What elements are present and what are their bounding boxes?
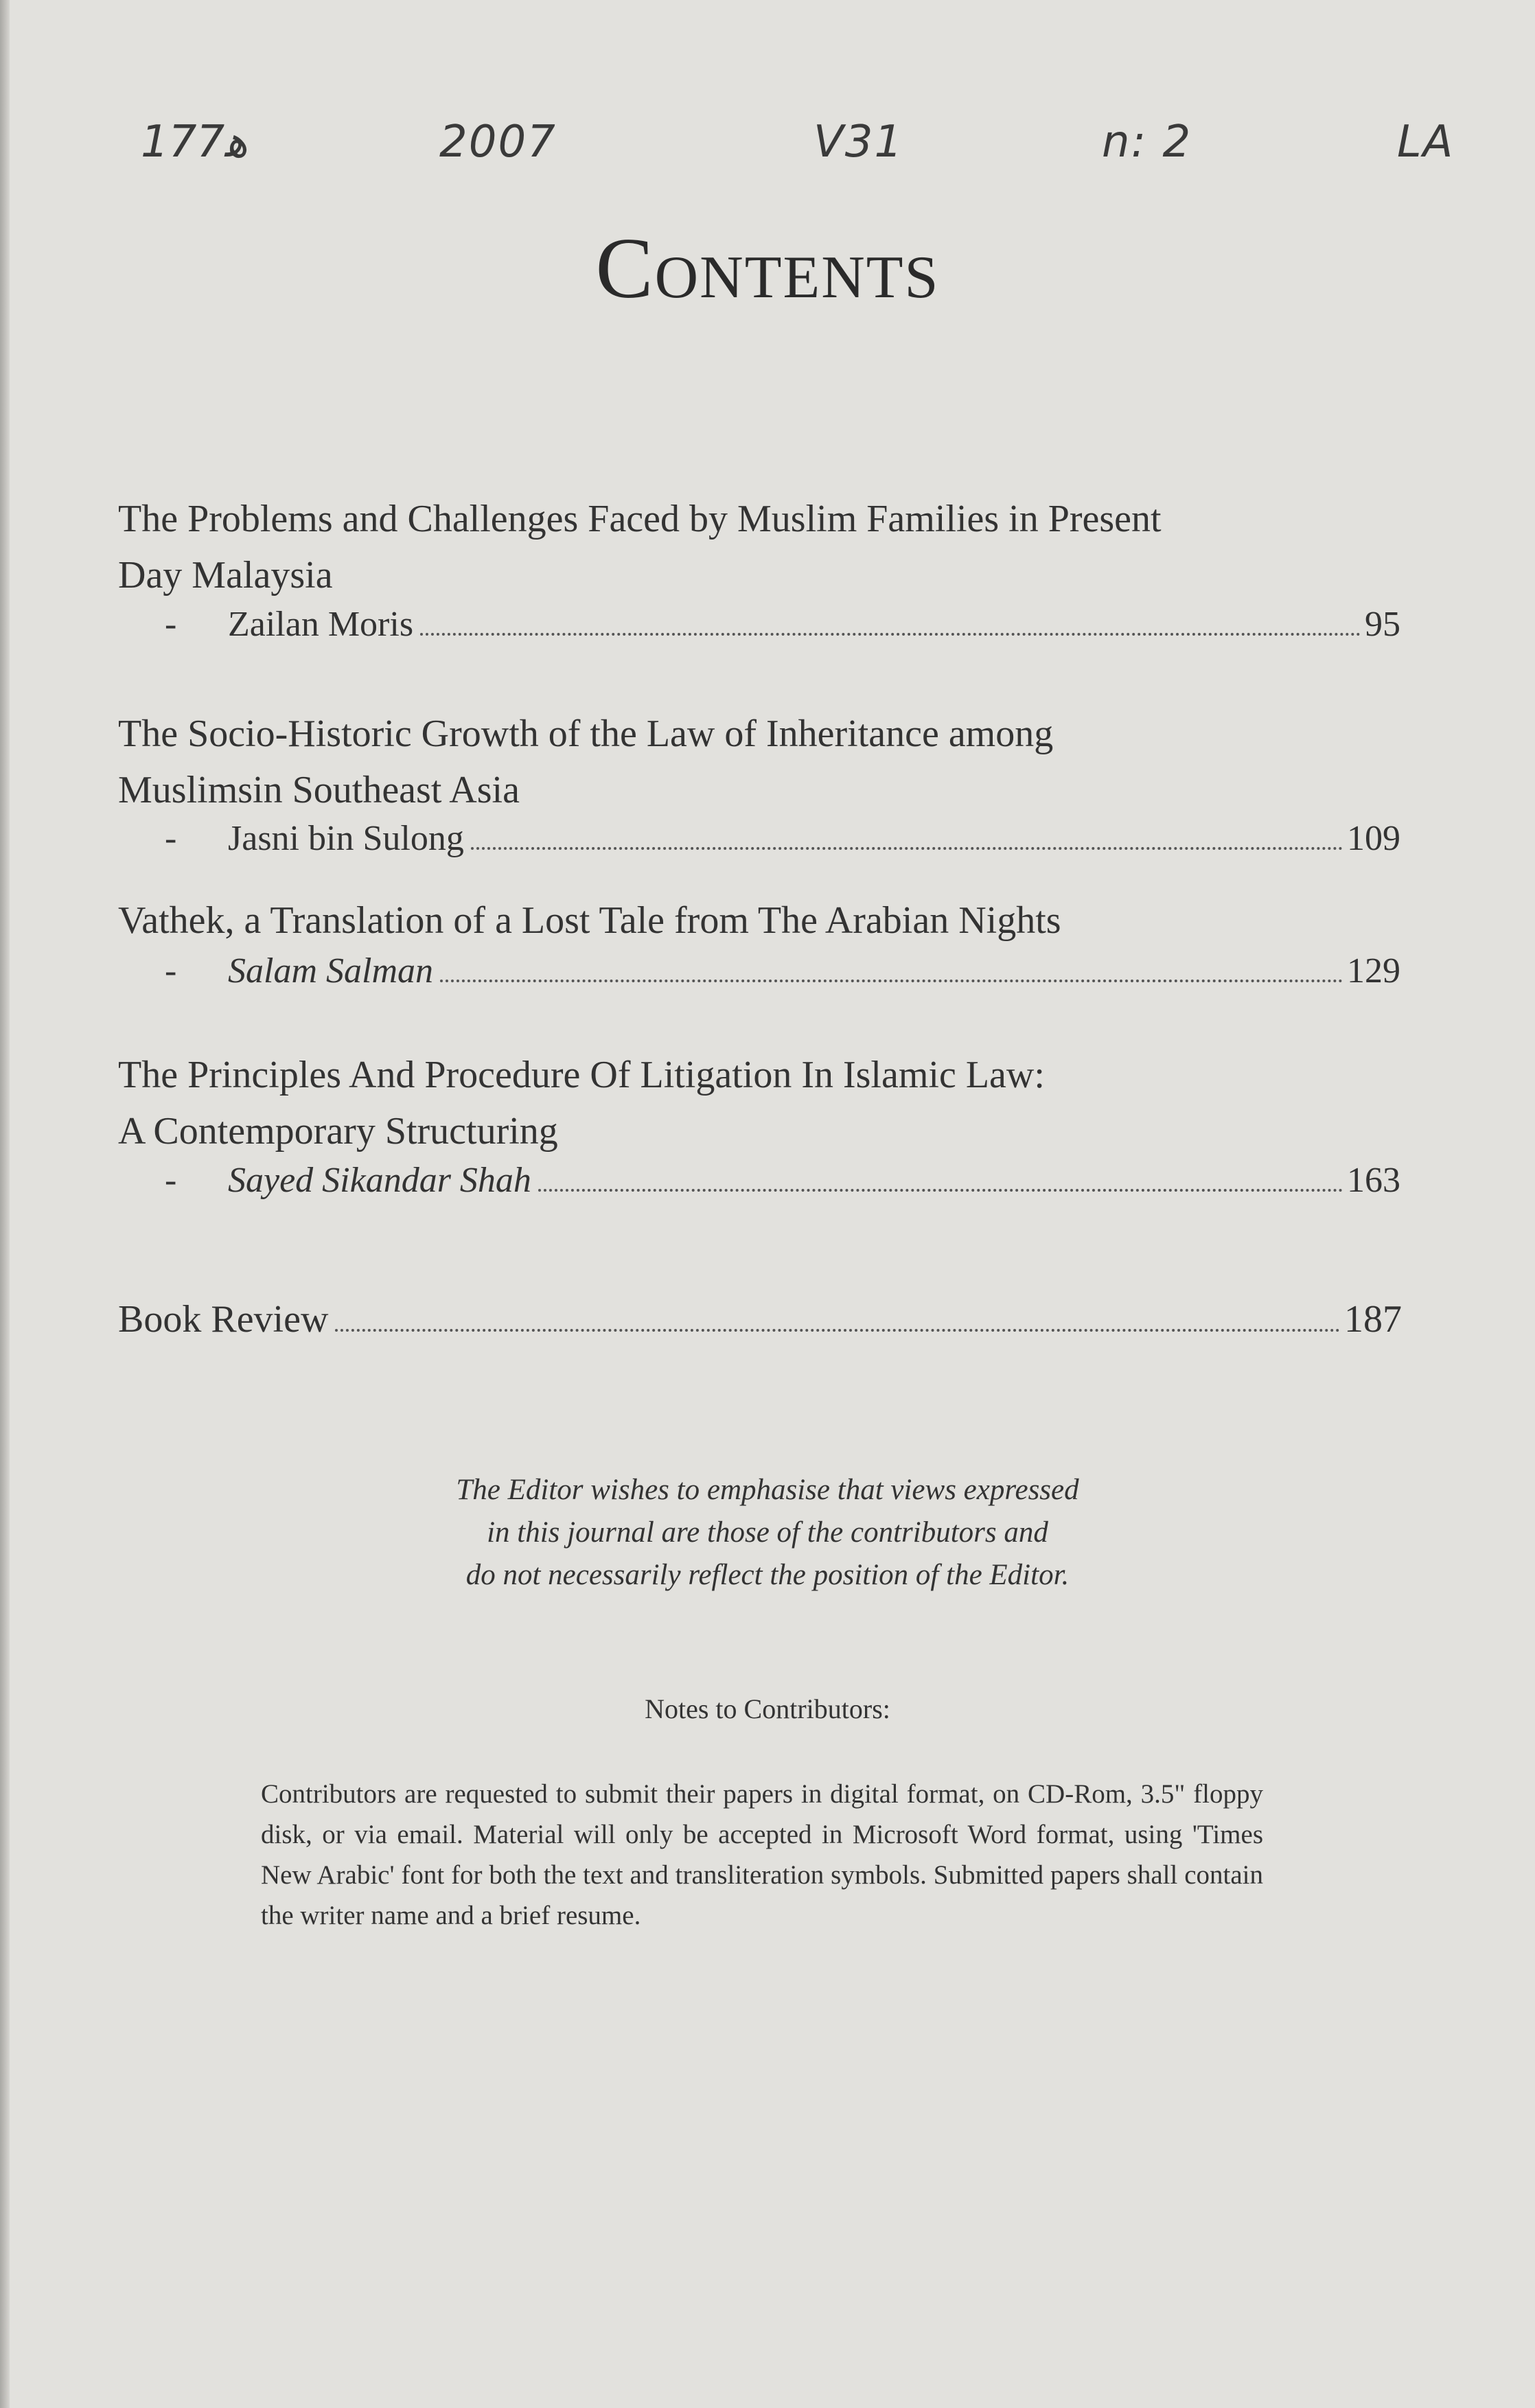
toc-entry-author-line: [165, 604, 1400, 645]
toc-entry-title: [118, 892, 1402, 949]
book-review-entry: [118, 1297, 1402, 1341]
author-dash: -: [165, 1161, 177, 1200]
toc-entry-author-line: [165, 818, 1400, 859]
toc-entry-title: [118, 491, 1402, 603]
book-review-page: 187: [1344, 1298, 1402, 1341]
toc-entry-author: Zailan Moris: [228, 605, 414, 644]
toc-entry-title-line: Muslimsin Southeast Asia: [118, 769, 520, 811]
page-edge-shadow: [0, 0, 10, 2408]
toc-entry-title-line: The Principles And Procedure Of Litigation In Islamic Law:: [118, 1054, 1045, 1096]
author-dash: -: [165, 819, 177, 858]
toc-entry-title-line: Day Malaysia: [118, 554, 333, 597]
dot-leader: [420, 633, 1361, 636]
notes-heading: Notes to Contributors:: [645, 1693, 890, 1724]
handwritten-note-2: 2007: [439, 117, 557, 167]
author-dash: -: [165, 951, 177, 991]
handwritten-note-5: LA: [1397, 117, 1455, 167]
toc-entry-title-line: The Socio-Historic Growth of the Law of Inheritance among: [118, 713, 1054, 755]
toc-entry-title: [118, 1047, 1402, 1159]
toc-entry-author-line: [165, 951, 1400, 992]
toc-entry-author: Sayed Sikandar Shah: [228, 1161, 531, 1200]
disclaimer-line: in this journal are those of the contributors and: [487, 1516, 1048, 1549]
toc-entry-page: 129: [1347, 951, 1400, 991]
dot-leader: [471, 847, 1343, 850]
toc-entry-title-line: A Contemporary Structuring: [118, 1110, 558, 1153]
toc-entry-title-line: Vathek, a Translation of a Lost Tale from The Arabian Nights: [118, 899, 1061, 942]
editor-disclaimer: [0, 1469, 1535, 1597]
toc-entry-author: Salam Salman: [228, 951, 433, 991]
handwritten-note-3: V31: [813, 117, 904, 167]
disclaimer-line: do not necessarily reflect the position of the Editor.: [465, 1559, 1070, 1591]
disclaimer-line: The Editor wishes to emphasise that views expressed: [456, 1474, 1079, 1506]
dot-leader: [538, 1189, 1343, 1192]
author-dash: -: [165, 605, 177, 644]
book-review-label: Book Review: [118, 1298, 329, 1341]
toc-entry-title: [118, 706, 1402, 818]
dot-leader: [440, 980, 1343, 982]
dot-leader: [335, 1329, 1340, 1332]
toc-entry-page: 163: [1347, 1161, 1400, 1200]
toc-entry-page: 109: [1347, 819, 1400, 858]
notes-body: Contributors are requested to submit their papers in digital format, on CD-Rom, 3.5" floppy disk, or via email. Material will only be accepted in Microsoft Word format, using 'Times New Arabic' font for both the text and transliteration symbols. Submitted papers shall contain the writer name and a brief resume.: [261, 1779, 1263, 1930]
handwritten-note-4: n: 2: [1102, 117, 1192, 167]
handwritten-note-1: ﻫ177: [141, 117, 248, 167]
toc-entry-title-line: The Problems and Challenges Faced by Muslim Families in Present: [118, 498, 1162, 540]
toc-entry-author: Jasni bin Sulong: [228, 819, 464, 858]
page-title: Contents: [595, 221, 940, 316]
toc-entry-page: 95: [1365, 605, 1400, 644]
toc-entry-author-line: [165, 1160, 1400, 1201]
